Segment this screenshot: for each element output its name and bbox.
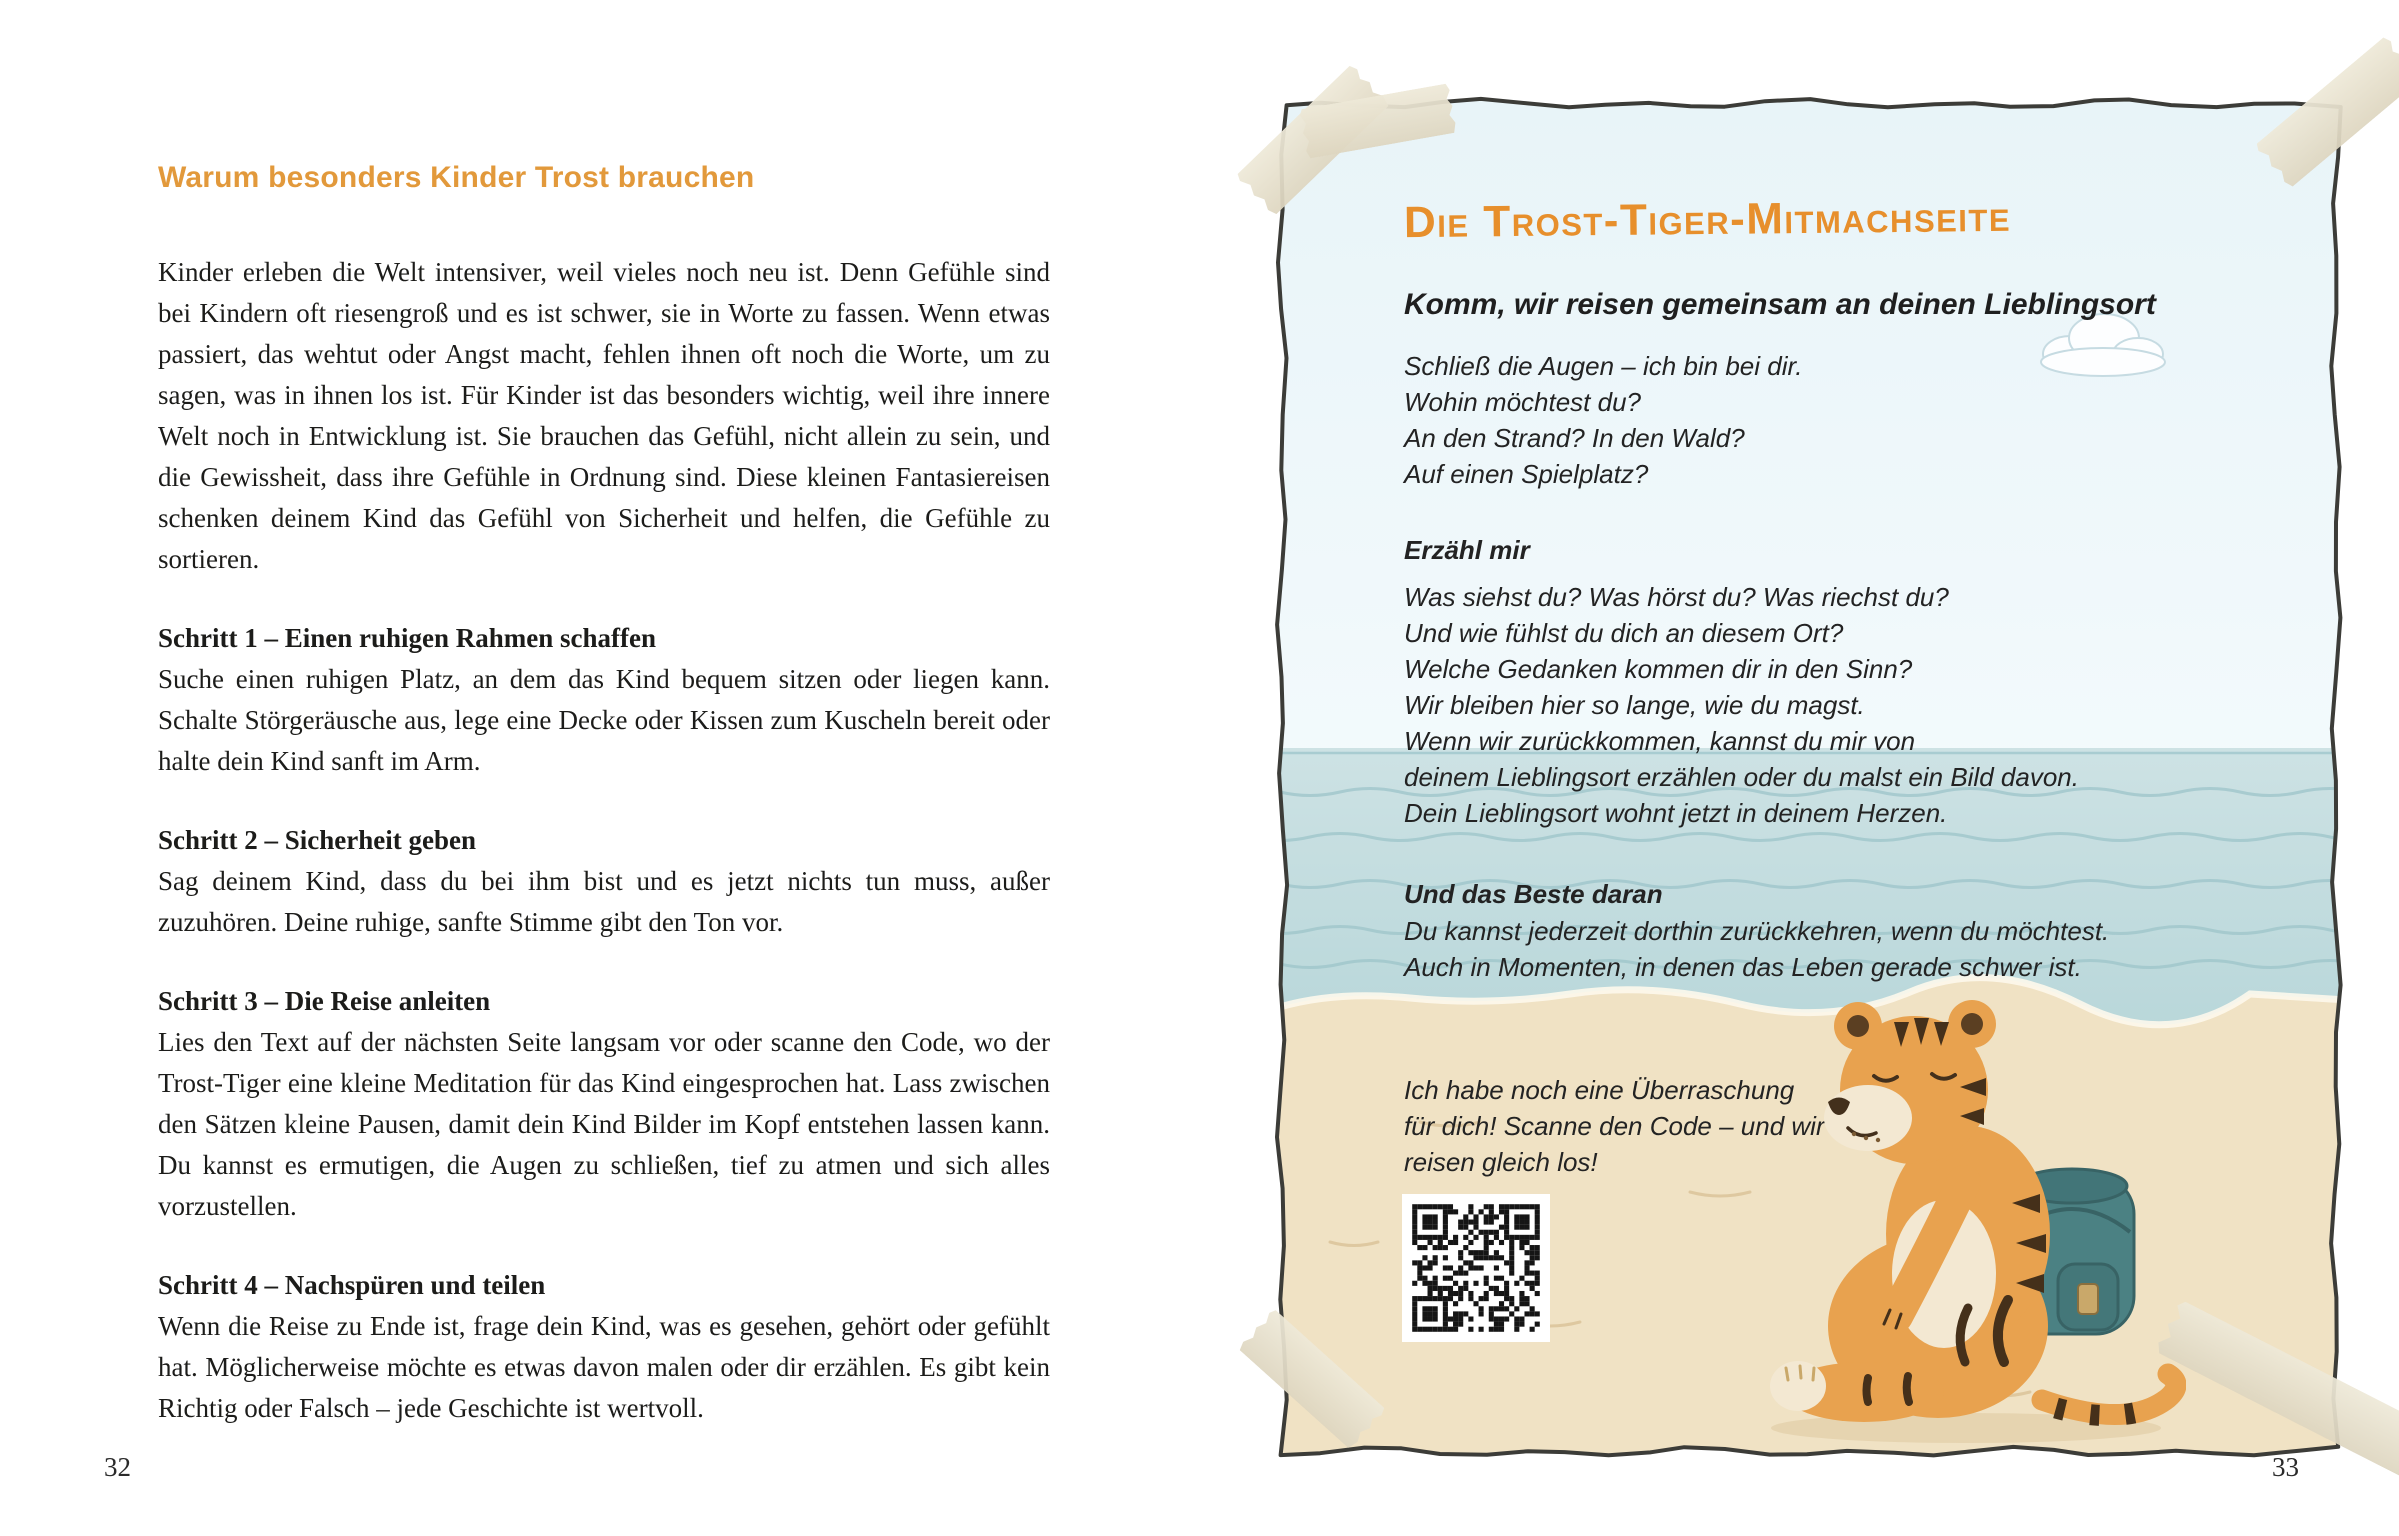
- meditation-line: Wohin möchtest du?: [1404, 387, 1642, 417]
- meditation-line: Was siehst du? Was hörst du? Was riechst du?: [1404, 582, 1949, 612]
- meditation-intro-lines: [1404, 348, 1802, 492]
- qr-invite-line: für dich! Scanne den Code – und wir: [1404, 1111, 1825, 1141]
- left-page: [158, 160, 1050, 1429]
- section-title: Schritt 4 – Nachspüren und teilen: [158, 1270, 546, 1300]
- section-title: Schritt 1 – Einen ruhigen Rahmen schaffen: [158, 623, 657, 653]
- left-page-heading: Warum besonders Kinder Trost brauchen: [158, 161, 755, 194]
- meditation-line: Wir bleiben hier so lange, wie du magst.: [1404, 690, 1865, 720]
- meditation-line: Du kannst jederzeit dorthin zurückkehren, wenn du möchtest.: [1404, 916, 2110, 946]
- intro-paragraph: Kinder erleben die Welt intensiver, weil vieles noch neu ist. Denn Gefühle sind bei Kindern oft riesengroß und es ist schwer, sie in Worte zu fassen. Wenn etwas passiert, das wehtut oder Angst macht, fehlen ihnen oft noch die Worte, um zu sagen, was in ihnen los ist. Für Kinder ist das besonders wichtig, weil ihre innere Welt noch in Entwicklung ist. Sie brauchen das Gefühl, nicht allein zu sein, und die Gewissheit, dass ihre Gefühle in Ordnung sind. Diese kleinen Fantasiereisen schenken deinem Kind das Gefühl von Sicherheit und helfen, die Gefühle zu sortieren.: [158, 257, 1050, 574]
- meditation-line: Wenn wir zurückkommen, kannst du mir von: [1404, 726, 1916, 756]
- beste-daran-lines: [1404, 913, 2109, 985]
- meditation-line: Schließ die Augen – ich bin bei dir.: [1404, 351, 1803, 381]
- meditation-line: Und wie fühlst du dich an diesem Ort?: [1404, 618, 1844, 648]
- erzaehl-mir-lines: [1404, 579, 2079, 831]
- meditation-line: Auf einen Spielplatz?: [1404, 459, 1649, 489]
- section-step-3: [158, 981, 1050, 1227]
- meditation-line: An den Strand? In den Wald?: [1404, 423, 1745, 453]
- mitmach-paper: [1270, 92, 2348, 1464]
- qr-code: [1402, 1194, 1550, 1342]
- meditation-line: Welche Gedanken kommen dir in den Sinn?: [1404, 654, 1913, 684]
- section-step-1: [158, 618, 1050, 782]
- page-number-left: 32: [104, 1452, 131, 1482]
- trost-tiger-illustration: [1756, 978, 2186, 1448]
- qr-invite-line: Ich habe noch eine Überraschung: [1404, 1075, 1795, 1105]
- beste-daran-title: Und das Beste daran: [1404, 879, 1663, 909]
- section-body: Wenn die Reise zu Ende ist, frage dein Kind, was es gesehen, gehört oder gefühlt hat. Möglicherweise möchte es etwas davon malen oder dir erzählen. Es gibt kein Richtig oder Falsch – jede Geschichte ist wertvoll.: [158, 1311, 1050, 1423]
- section-step-4: [158, 1265, 1050, 1429]
- meditation-line: Dein Lieblingsort wohnt jetzt in deinem Herzen.: [1404, 798, 1948, 828]
- section-title: Schritt 3 – Die Reise anleiten: [158, 986, 491, 1016]
- mitmach-page-title: Die Trost-Tiger-Mitmachseite: [1403, 191, 2012, 248]
- meditation-line: Auch in Momenten, in denen das Leben gerade schwer ist.: [1404, 952, 2082, 982]
- page-number-right: 33: [2272, 1452, 2299, 1482]
- erzaehl-mir-title: Erzähl mir: [1404, 535, 1530, 565]
- section-title: Schritt 2 – Sicherheit geben: [158, 825, 476, 855]
- qr-invite-line: reisen gleich los!: [1404, 1147, 1598, 1177]
- section-body: Sag deinem Kind, dass du bei ihm bist und es jetzt nichts tun muss, außer zuzuhören. Deine ruhige, sanfte Stimme gibt den Ton vor.: [158, 866, 1050, 937]
- qr-code-graphic: [1402, 1194, 1550, 1342]
- mitmach-page-subtitle: Komm, wir reisen gemeinsam an deinen Lieblingsort: [1404, 288, 2156, 321]
- section-step-2: [158, 820, 1050, 943]
- section-body: Lies den Text auf der nächsten Seite langsam vor oder scanne den Code, wo der Trost-Tiger eine kleine Meditation für das Kind eingesprochen hat. Lass zwischen den Sätzen kleine Pausen, damit dein Kind Bilder im Kopf entstehen lassen kann. Du kannst es ermutigen, die Augen zu schließen, tief zu atmen und sich alles vorzustellen.: [158, 1027, 1050, 1221]
- section-body: Suche einen ruhigen Platz, an dem das Kind bequem sitzen oder liegen kann. Schalte Störgeräusche aus, lege eine Decke oder Kissen zum Kuscheln bereit oder halte dein Kind sanft im Arm.: [158, 664, 1050, 776]
- meditation-line: deinem Lieblingsort erzählen oder du malst ein Bild davon.: [1404, 762, 2079, 792]
